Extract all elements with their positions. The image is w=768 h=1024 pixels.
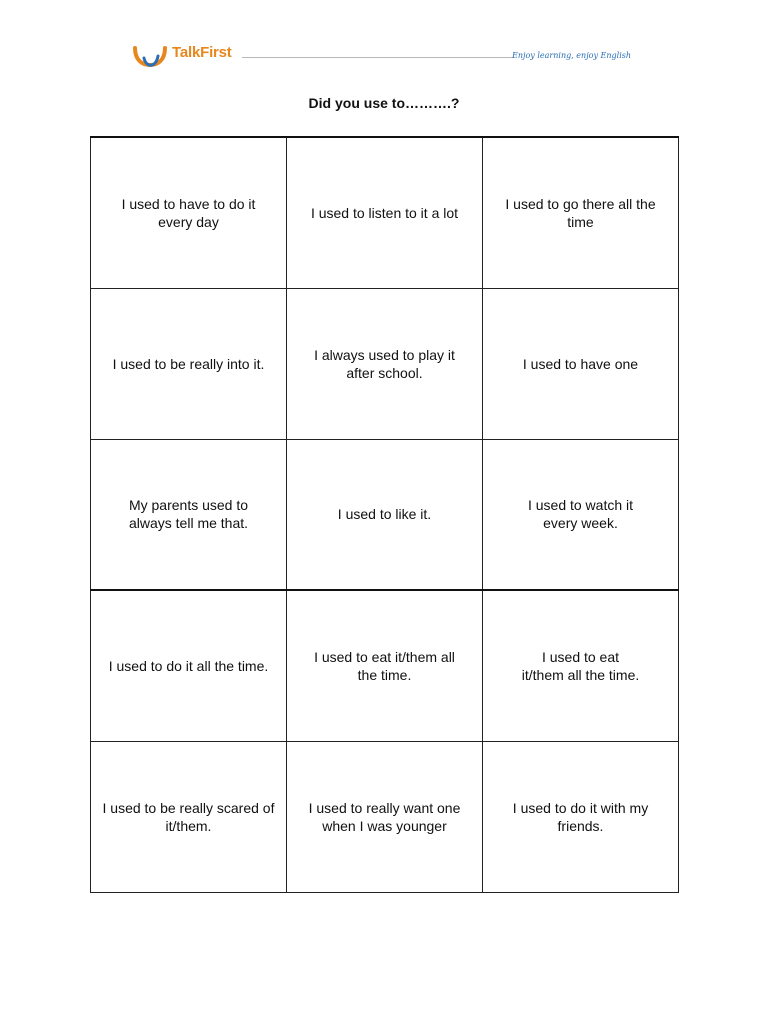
card-text: I used to watch it every week. xyxy=(527,497,634,532)
card-text: I used to have to do it every day xyxy=(121,195,256,230)
card-cell xyxy=(91,137,287,288)
card-cell xyxy=(91,439,287,590)
card-text: I used to eat it/them all the time. xyxy=(314,648,455,683)
card-cell xyxy=(483,288,679,439)
card-text: I used to eat it/them all the time. xyxy=(521,648,640,683)
brand-tagline: Enjoy learning, enjoy English xyxy=(512,51,632,60)
card-cell xyxy=(483,137,679,288)
card-text: I used to have one xyxy=(522,355,639,372)
card-cell xyxy=(483,439,679,590)
card-text: I used to go there all the time xyxy=(505,195,656,230)
card-text: I used to be really into it. xyxy=(112,355,265,372)
card-row xyxy=(91,137,679,288)
card-cell xyxy=(91,288,287,439)
brand-name: TalkFirst xyxy=(172,44,232,61)
document-header xyxy=(132,40,632,72)
card-cell xyxy=(91,590,287,741)
card-text: I used to do it with my friends. xyxy=(512,799,649,834)
card-text: I used to be really scared of it/them. xyxy=(102,799,275,834)
card-grid xyxy=(90,136,679,893)
card-cell xyxy=(91,741,287,892)
card-text: I used to like it. xyxy=(337,506,432,523)
card-cell xyxy=(287,439,483,590)
card-text: My parents used to always tell me that. xyxy=(128,497,249,532)
card-text: I used to really want one when I was younger xyxy=(308,799,461,834)
card-cell xyxy=(483,590,679,741)
card-text: I always used to play it after school. xyxy=(314,346,455,381)
header-divider xyxy=(242,57,514,58)
card-text: I used to do it all the time. xyxy=(108,657,269,674)
card-row xyxy=(91,288,679,439)
page-title: Did you use to……….? xyxy=(308,95,460,111)
card-cell xyxy=(483,741,679,892)
card-row xyxy=(91,590,679,741)
card-cell xyxy=(287,288,483,439)
card-cell xyxy=(287,590,483,741)
card-cell xyxy=(287,741,483,892)
talkfirst-logo-icon xyxy=(132,44,168,70)
card-row xyxy=(91,741,679,892)
card-cell xyxy=(287,137,483,288)
card-text: I used to listen to it a lot xyxy=(310,204,459,221)
card-row xyxy=(91,439,679,590)
